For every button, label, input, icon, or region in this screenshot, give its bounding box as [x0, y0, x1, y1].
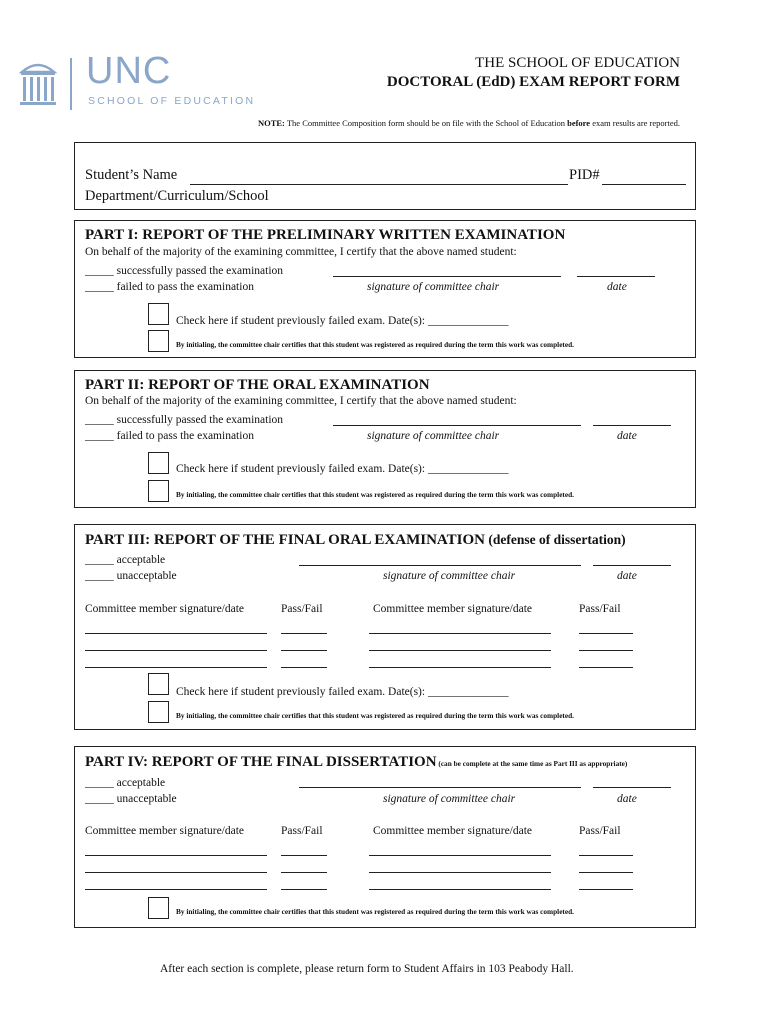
part4-passfail-field[interactable]: [281, 855, 327, 856]
part4-date-label: date: [617, 793, 637, 805]
part3-title: PART III: REPORT OF THE FINAL ORAL EXAMINATION (defense of dissertation): [85, 532, 626, 548]
part4-chair-signature-field[interactable]: [299, 787, 581, 788]
part4-passfail-field[interactable]: [579, 872, 633, 873]
part4-member-signature-field[interactable]: [85, 889, 267, 890]
part4-unacceptable-option[interactable]: _____ unacceptable: [85, 793, 177, 805]
part3-check-failed-text: Check here if student previously failed exam. Date(s): ______________: [176, 686, 509, 698]
part3-date-label: date: [617, 570, 637, 582]
part3-member-signature-field[interactable]: [85, 667, 267, 668]
part1-failed-option[interactable]: _____ failed to pass the examination: [85, 281, 254, 293]
part1-title: PART I: REPORT OF THE PRELIMINARY WRITTEN EXAMINATION: [85, 227, 566, 243]
part3-box: [74, 524, 696, 730]
part4-col-passfail-1: Pass/Fail: [281, 825, 323, 837]
part3-initial-note: By initialing, the committee chair certifies that this student was registered as required during the term this work was completed.: [176, 711, 574, 720]
old-well-icon: [18, 58, 58, 108]
part4-date-field[interactable]: [593, 787, 671, 788]
part2-title: PART II: REPORT OF THE ORAL EXAMINATION: [85, 377, 430, 393]
part1-initial-note: By initialing, the committee chair certifies that this student was registered as required during the term this work was completed.: [176, 340, 574, 349]
part3-col-signature-1: Committee member signature/date: [85, 603, 245, 615]
part4-passfail-field[interactable]: [281, 872, 327, 873]
part3-member-signature-field[interactable]: [369, 633, 551, 634]
student-name-field[interactable]: [190, 184, 568, 185]
part3-chair-signature-field[interactable]: [299, 565, 581, 566]
part4-initial-checkbox[interactable]: [148, 897, 169, 919]
part3-previously-failed-checkbox[interactable]: [148, 673, 169, 695]
part3-initial-checkbox[interactable]: [148, 701, 169, 723]
part4-sig-label: signature of committee chair: [383, 793, 516, 805]
unc-logo: [18, 50, 268, 116]
part4-col-signature-2: Committee member signature/date: [373, 825, 533, 837]
part1-certify: On behalf of the majority of the examining committee, I certify that the above named student:: [85, 246, 517, 258]
department-label: Department/Curriculum/School: [85, 188, 269, 204]
part3-sig-label: signature of committee chair: [383, 570, 516, 582]
part3-passfail-field[interactable]: [281, 650, 327, 651]
student-name-label: Student’s Name: [85, 167, 178, 183]
part2-date-field[interactable]: [593, 425, 671, 426]
part3-acceptable-option[interactable]: _____ acceptable: [85, 554, 166, 566]
part1-passed-option[interactable]: _____ successfully passed the examination: [85, 265, 284, 277]
logo-subtitle: SCHOOL OF EDUCATION: [88, 95, 256, 107]
part4-passfail-field[interactable]: [281, 889, 327, 890]
part1-check-failed-text: Check here if student previously failed exam. Date(s): ______________: [176, 315, 509, 327]
part4-member-signature-field[interactable]: [369, 889, 551, 890]
pid-field[interactable]: [602, 184, 686, 185]
part3-member-signature-field[interactable]: [85, 650, 267, 651]
part4-box: [74, 746, 696, 928]
part4-initial-note: By initialing, the committee chair certifies that this student was registered as required during the term this work was completed.: [176, 907, 574, 916]
part3-col-signature-2: Committee member signature/date: [373, 603, 533, 615]
part4-acceptable-option[interactable]: _____ acceptable: [85, 777, 166, 789]
part2-initial-note: By initialing, the committee chair certifies that this student was registered as required during the term this work was completed.: [176, 490, 574, 499]
part4-passfail-field[interactable]: [579, 889, 633, 890]
part3-passfail-field[interactable]: [579, 650, 633, 651]
part3-member-signature-field[interactable]: [369, 650, 551, 651]
part2-passed-option[interactable]: _____ successfully passed the examination: [85, 414, 284, 426]
part4-member-signature-field[interactable]: [85, 855, 267, 856]
part4-col-signature-1: Committee member signature/date: [85, 825, 245, 837]
part1-box: [74, 220, 696, 358]
part4-member-signature-field[interactable]: [369, 872, 551, 873]
part2-initial-checkbox[interactable]: [148, 480, 169, 502]
part2-sig-label: signature of committee chair: [367, 430, 500, 442]
part1-sig-label: signature of committee chair: [367, 281, 500, 293]
part3-member-signature-field[interactable]: [85, 633, 267, 634]
part3-unacceptable-option[interactable]: _____ unacceptable: [85, 570, 177, 582]
part4-title: PART IV: REPORT OF THE FINAL DISSERTATION (can be complete at the same time as Part III as appropriate): [85, 754, 628, 770]
footer-instructions: After each section is complete, please return form to Student Affairs in 103 Peabody Hall.: [160, 963, 574, 975]
part2-previously-failed-checkbox[interactable]: [148, 452, 169, 474]
pid-label: PID#: [569, 167, 600, 183]
part3-col-passfail-1: Pass/Fail: [281, 603, 323, 615]
logo-unc-text: UNC: [86, 50, 172, 92]
note-text: NOTE: The Committee Composition form should be on file with the School of Education before exam results are reported.: [257, 118, 680, 128]
part4-passfail-field[interactable]: [579, 855, 633, 856]
part1-chair-signature-field[interactable]: [333, 276, 561, 277]
part2-certify: On behalf of the majority of the examining committee, I certify that the above named student:: [85, 395, 517, 407]
part1-initial-checkbox[interactable]: [148, 330, 169, 352]
part4-col-passfail-2: Pass/Fail: [579, 825, 621, 837]
part4-member-signature-field[interactable]: [85, 872, 267, 873]
header-school: THE SCHOOL OF EDUCATION: [475, 55, 680, 71]
part3-passfail-field[interactable]: [579, 667, 633, 668]
part3-passfail-field[interactable]: [281, 667, 327, 668]
part2-box: [74, 370, 696, 508]
student-info-box: [74, 142, 696, 210]
part2-chair-signature-field[interactable]: [333, 425, 581, 426]
part1-date-field[interactable]: [577, 276, 655, 277]
part2-failed-option[interactable]: _____ failed to pass the examination: [85, 430, 254, 442]
part1-date-label: date: [607, 281, 627, 293]
part2-check-failed-text: Check here if student previously failed exam. Date(s): ______________: [176, 463, 509, 475]
part2-date-label: date: [617, 430, 637, 442]
part3-passfail-field[interactable]: [579, 633, 633, 634]
part3-date-field[interactable]: [593, 565, 671, 566]
part3-col-passfail-2: Pass/Fail: [579, 603, 621, 615]
form-title: DOCTORAL (EdD) EXAM REPORT FORM: [386, 74, 680, 90]
part3-passfail-field[interactable]: [281, 633, 327, 634]
logo-divider: [70, 58, 72, 110]
part1-previously-failed-checkbox[interactable]: [148, 303, 169, 325]
part4-member-signature-field[interactable]: [369, 855, 551, 856]
part3-member-signature-field[interactable]: [369, 667, 551, 668]
